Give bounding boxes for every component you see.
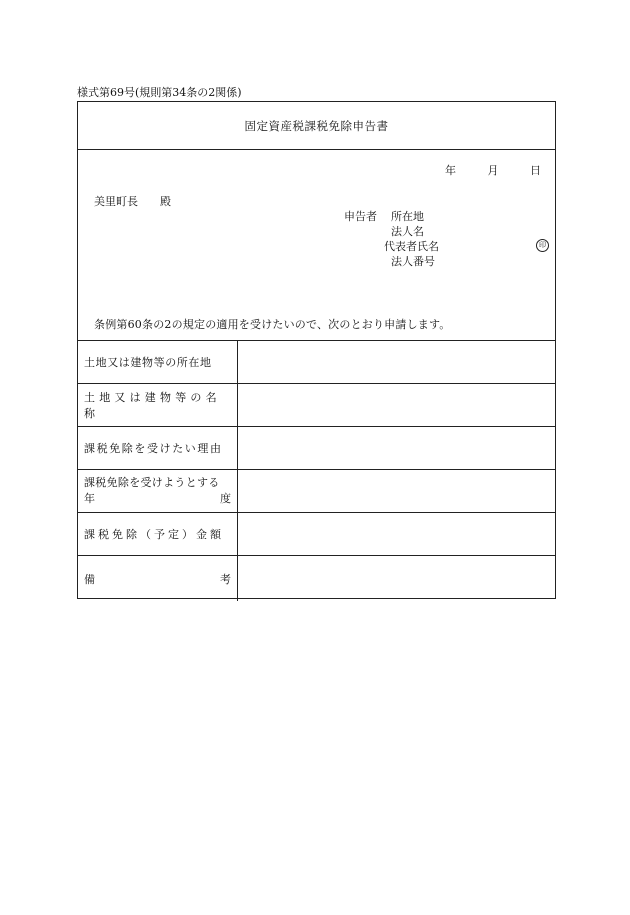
date-line <box>445 162 541 178</box>
header-block <box>78 150 555 341</box>
fiscal-year-value-field[interactable] <box>238 470 555 512</box>
name-value-field[interactable] <box>238 384 555 426</box>
corp-name-label: 法人名 <box>391 225 424 238</box>
form-title-row <box>78 102 555 150</box>
row-label <box>78 513 238 555</box>
row-label-line1: 課税免除を受けようとする <box>84 476 220 489</box>
row-label <box>78 556 238 601</box>
date-year-label: 年 <box>445 164 456 177</box>
row-label-end: 考 <box>220 572 231 586</box>
addressee-name: 美里町長 <box>94 195 138 208</box>
row-label-text: 課税免除を受けたい理由 <box>84 442 223 455</box>
row-label <box>78 384 238 426</box>
date-month-label: 月 <box>487 164 499 177</box>
amount-value-field[interactable] <box>238 513 555 555</box>
row-label-start: 備 <box>84 572 95 586</box>
row-label-text: 土地又は建物等の名称 <box>84 391 221 420</box>
location-value-field[interactable] <box>238 341 555 383</box>
addressee <box>94 193 171 209</box>
address-label: 所在地 <box>391 210 424 223</box>
table-row <box>78 556 555 601</box>
table-row <box>78 470 555 513</box>
request-statement: 条例第60条の2の規定の適用を受けたいので、次のとおり申請します。 <box>94 318 451 331</box>
addressee-honorific: 殿 <box>160 195 171 208</box>
representative-label: 代表者氏名 <box>384 240 439 253</box>
table-row <box>78 341 555 384</box>
remarks-value-field[interactable] <box>238 556 555 601</box>
row-label <box>78 427 238 469</box>
row-label-text: 土地又は建物等の所在地 <box>84 356 212 369</box>
application-form <box>77 101 556 599</box>
table-row <box>78 384 555 427</box>
table-row <box>78 427 555 470</box>
row-label <box>78 470 238 512</box>
form-title: 固定資産税課税免除申告書 <box>244 118 389 133</box>
row-label-line2-end: 度 <box>220 492 231 505</box>
row-label-line2-start: 年 <box>84 492 95 505</box>
table-row <box>78 513 555 556</box>
applicant-label: 申告者 <box>344 210 377 223</box>
row-label-text: 課税免除（予定）金額 <box>84 528 224 541</box>
form-number: 様式第69号(規則第34条の2関係) <box>77 86 242 99</box>
row-label <box>78 341 238 383</box>
reason-value-field[interactable] <box>238 427 555 469</box>
corp-number-label: 法人番号 <box>391 255 435 268</box>
seal-mark-icon: 印 <box>536 239 549 252</box>
date-day-label: 日 <box>530 164 541 177</box>
